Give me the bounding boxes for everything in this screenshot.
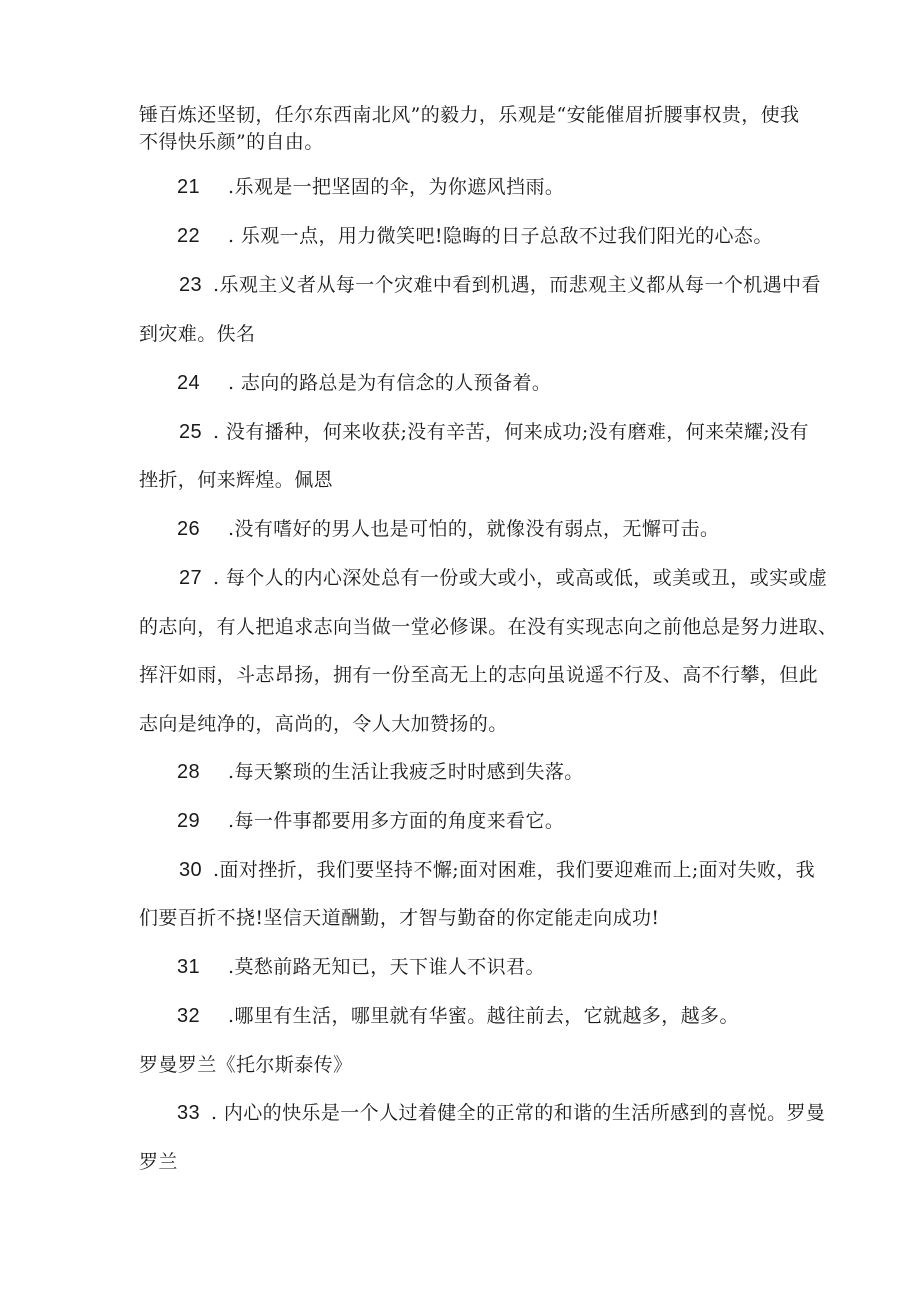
list-item <box>177 1004 739 1028</box>
item-text: .莫愁前路无知已，天下谁人不识君。 <box>228 956 545 978</box>
item-text: . 每个人的内心深处总有一份或大或小，或高或低，或美或丑，或实或虚 <box>213 567 828 589</box>
item-text: . 乐观一点，用力微笑吧!隐晦的日子总敌不过我们阳光的心态。 <box>228 225 773 247</box>
item-number: 30 <box>179 859 203 881</box>
list-item <box>177 760 584 784</box>
item-number: 29 <box>177 810 201 832</box>
list-item <box>179 273 821 297</box>
list-item <box>177 809 564 833</box>
item-text: . 志向的路总是为有信念的人预备着。 <box>228 372 552 394</box>
list-item <box>177 224 773 248</box>
text-line: 罗兰 <box>139 1151 178 1173</box>
text-line: 罗曼罗兰《托尔斯泰传》 <box>139 1054 353 1076</box>
item-number: 25 <box>179 421 203 443</box>
item-number: 28 <box>177 761 201 783</box>
text-line: 锤百炼还坚韧，任尔东西南北风”的毅力，乐观是“安能催眉折腰事权贵，使我 <box>139 104 800 126</box>
list-item <box>179 566 827 590</box>
item-number: 31 <box>177 956 201 978</box>
item-text: .乐观是一把坚固的伞，为你遮风挡雨。 <box>228 176 565 198</box>
list-item <box>177 517 719 541</box>
list-item <box>177 371 551 395</box>
item-text: .乐观主义者从每一个灾难中看到机遇，而悲观主义都从每一个机遇中看 <box>213 274 821 296</box>
list-item <box>177 1101 825 1125</box>
item-number: 24 <box>177 372 201 394</box>
item-text: . 没有播种，何来收获;没有辛苦，何来成功;没有磨难，何来荣耀;没有 <box>213 421 809 443</box>
text-line: 志向是纯净的，高尚的，令人大加赞扬的。 <box>139 713 508 735</box>
item-text: .每一件事都要用多方面的角度来看它。 <box>228 810 565 832</box>
item-number: 27 <box>179 567 203 589</box>
list-item <box>177 955 545 979</box>
item-text: .面对挫折，我们要坚持不懈;面对困难，我们要迎难而上;面对失败，我 <box>213 859 816 881</box>
item-number: 23 <box>179 274 203 296</box>
item-text: .每天繁琐的生活让我疲乏时时感到失落。 <box>228 761 584 783</box>
list-item <box>177 175 564 199</box>
item-number: 21 <box>177 176 201 198</box>
list-item <box>179 420 809 444</box>
text-line: 挥汗如雨，斗志昂扬，拥有一份至高无上的志向虽说遥不行及、高不行攀，但此 <box>139 664 819 686</box>
item-number: 22 <box>177 225 201 247</box>
list-item <box>179 858 815 882</box>
text-line: 们要百折不挠!坚信天道酬勤，才智与勤奋的你定能走向成功! <box>139 907 660 929</box>
text-line: 到灾难。佚名 <box>139 323 256 345</box>
item-text: . 内心的快乐是一个人过着健全的正常的和谐的生活所感到的喜悦。罗曼 <box>211 1102 826 1124</box>
item-text: .哪里有生活，哪里就有华蜜。越往前去，它就越多，越多。 <box>228 1005 739 1027</box>
text-line: 挫折，何来辉煌。佩恩 <box>139 469 334 491</box>
item-text: .没有嗜好的男人也是可怕的，就像没有弱点，无懈可击。 <box>228 518 720 540</box>
item-number: 32 <box>177 1005 201 1027</box>
text-line: 的志向，有人把追求志向当做一堂必修课。在没有实现志向之前他总是努力进取、 <box>139 616 838 638</box>
item-number: 33 <box>177 1102 201 1124</box>
item-number: 26 <box>177 518 201 540</box>
text-line: 不得快乐颜”的自由。 <box>139 131 324 153</box>
